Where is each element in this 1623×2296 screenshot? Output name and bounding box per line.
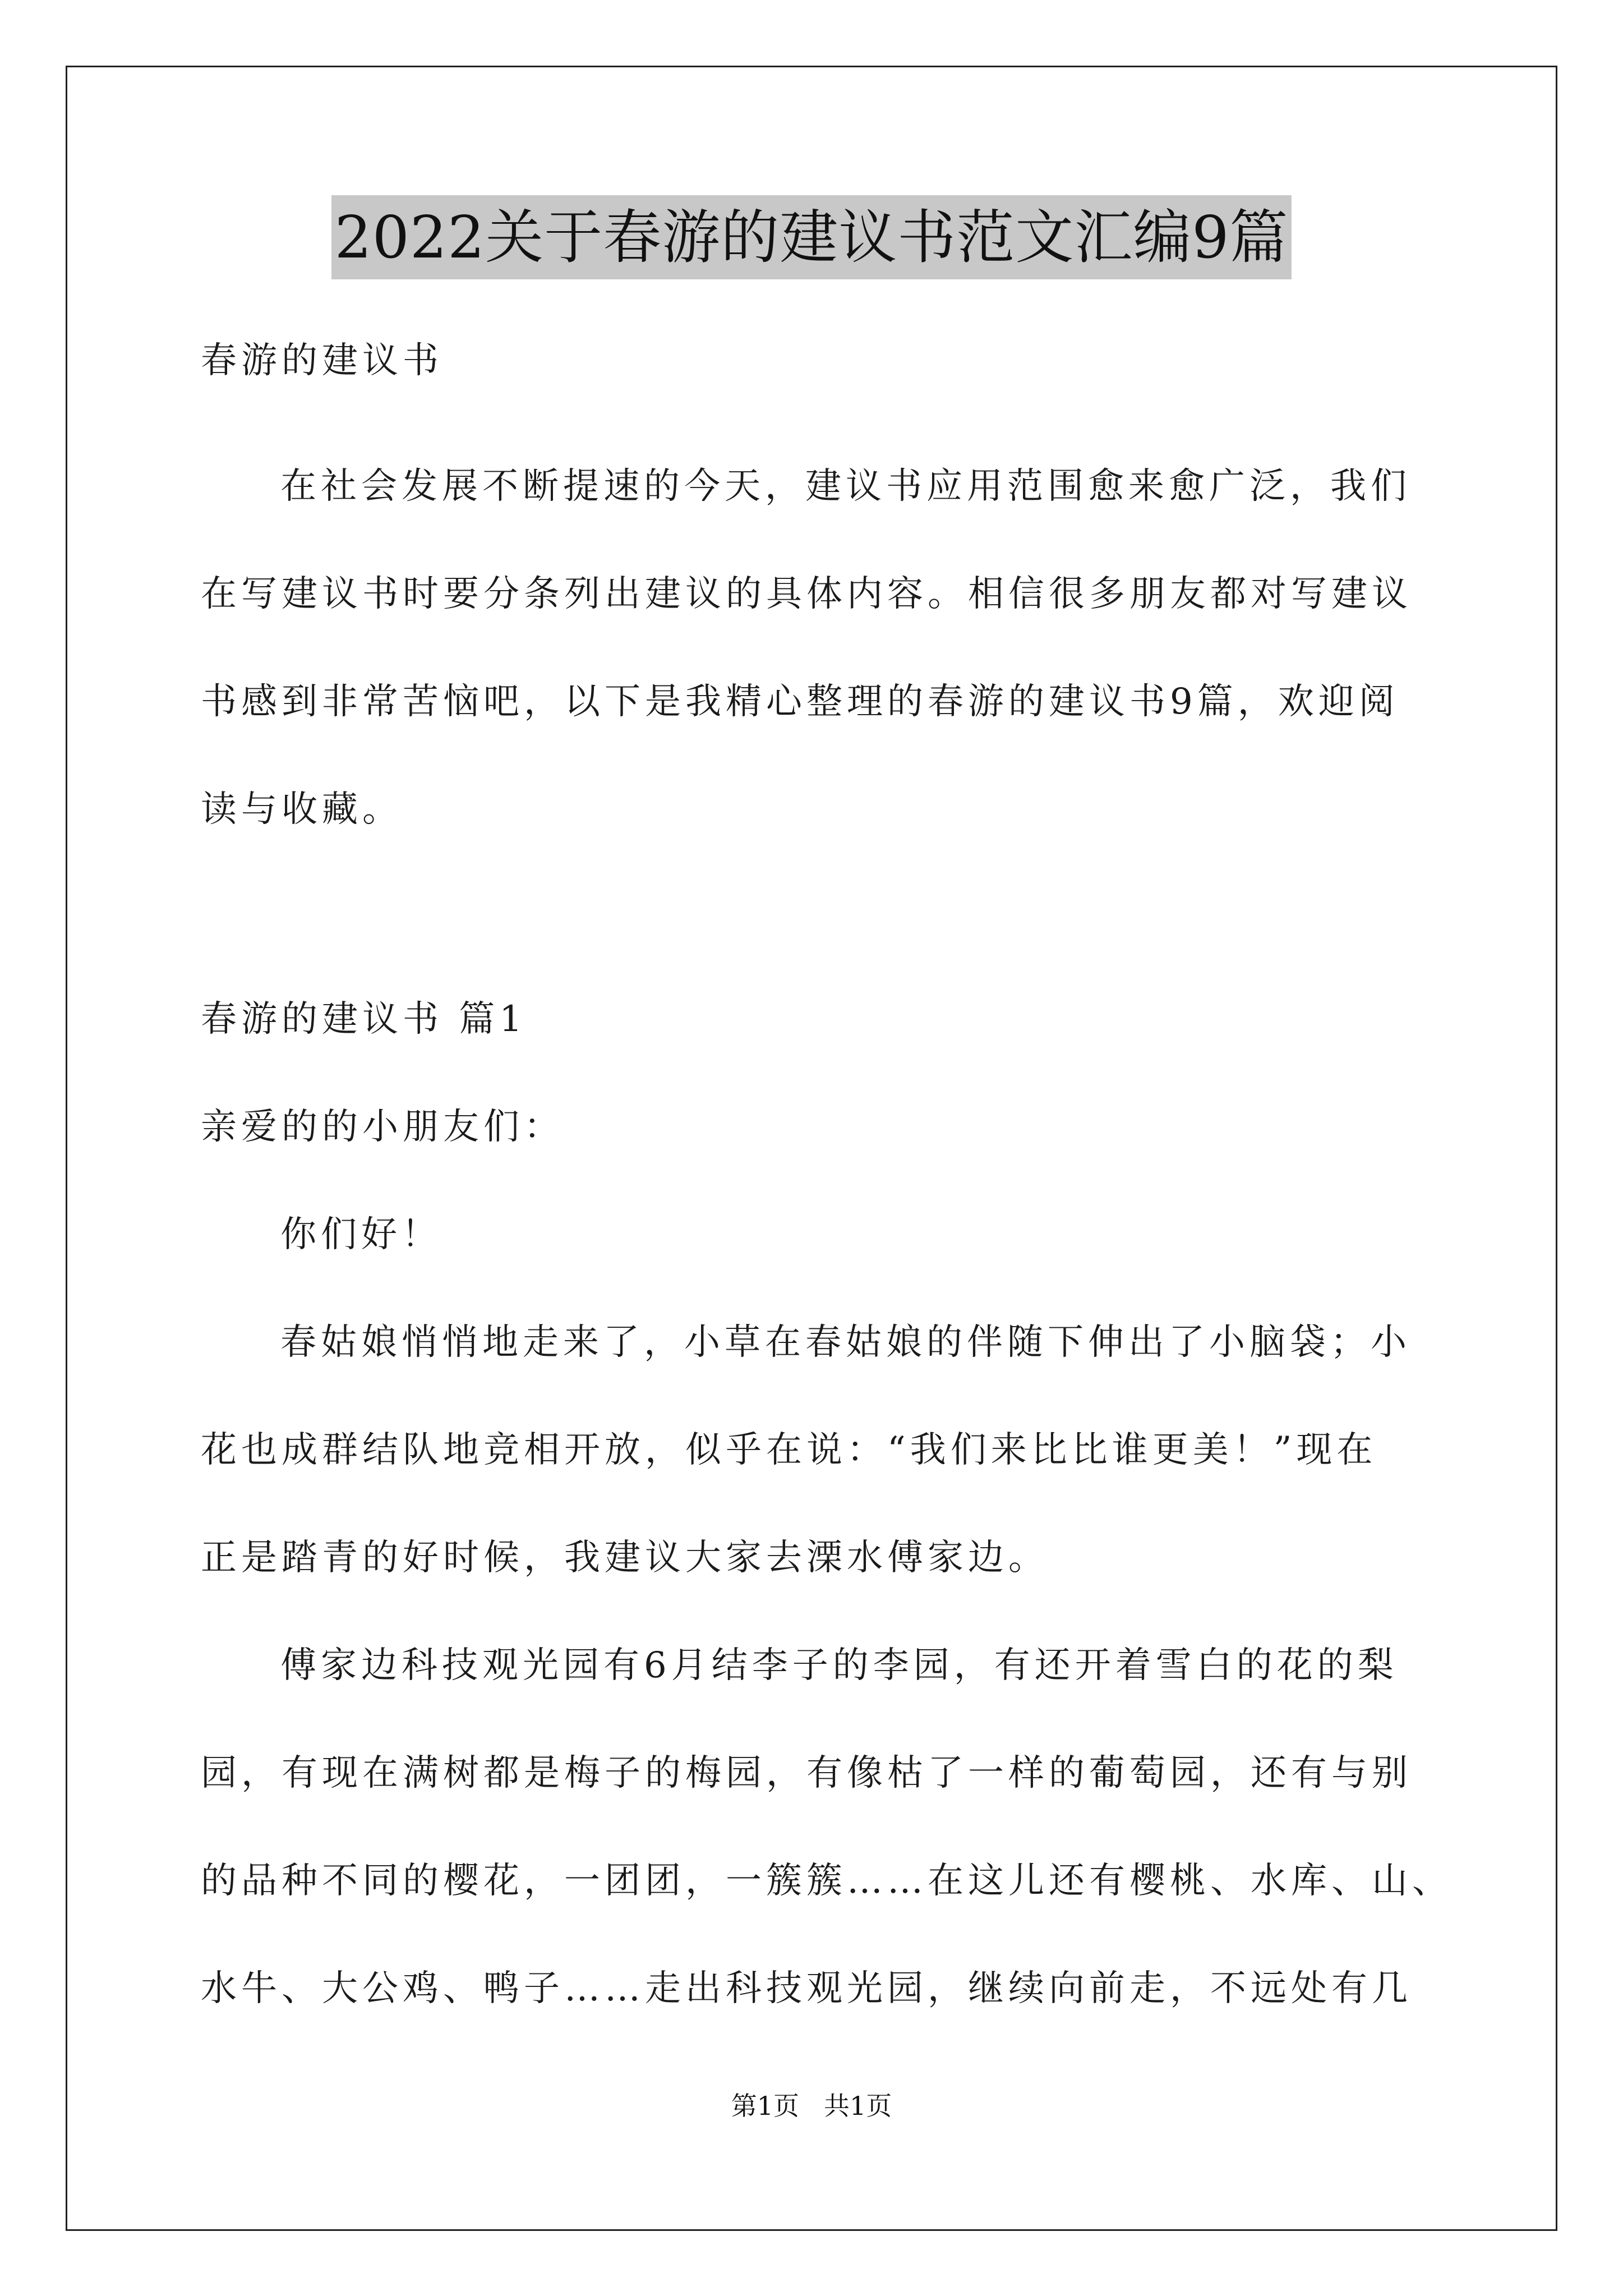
paragraph-line: 读与收藏。 bbox=[201, 789, 403, 830]
section-heading: 春游的建议书 bbox=[201, 340, 443, 381]
paragraph-line: 正是踏青的好时候，我建议大家去溧水傅家边。 bbox=[201, 1537, 1049, 1579]
paragraph-line: 水牛、大公鸡、鸭子……走出科技观光园，继续向前走，不远处有几 bbox=[201, 1968, 1412, 2009]
document-title bbox=[0, 195, 1623, 279]
paragraph-line: 书感到非常苦恼吧，以下是我精心整理的春游的建议书9篇，欢迎阅 bbox=[201, 681, 1399, 723]
paragraph-line: 傅家边科技观光园有6月结李子的李园，有还开着雪白的花的梨 bbox=[280, 1645, 1398, 1686]
paragraph-line: 的品种不同的樱花，一团团，一簇簇……在这儿还有樱桃、水库、山、 bbox=[201, 1860, 1453, 1902]
paragraph-line: 在写建议书时要分条列出建议的具体内容。相信很多朋友都对写建议 bbox=[201, 573, 1412, 615]
greeting: 你们好！ bbox=[280, 1214, 442, 1255]
paragraph-line: 花也成群结队地竞相开放，似乎在说：“我们来比比谁更美！”现在 bbox=[201, 1429, 1377, 1471]
section-heading: 春游的建议书 篇1 bbox=[201, 999, 527, 1040]
paragraph-line: 在社会发展不断提速的今天，建议书应用范围愈来愈广泛，我们 bbox=[280, 466, 1411, 507]
document-title-text: 2022关于春游的建议书范文汇编9篇 bbox=[331, 195, 1292, 279]
paragraph-line: 春姑娘悄悄地走来了，小草在春姑娘的伴随下伸出了小脑袋；小 bbox=[280, 1322, 1411, 1363]
paragraph-line: 园，有现在满树都是梅子的梅园，有像枯了一样的葡萄园，还有与别 bbox=[201, 1752, 1412, 1794]
page-footer bbox=[0, 2089, 1623, 2123]
page-total: 共1页 bbox=[824, 2091, 892, 2121]
page-number: 第1页 bbox=[731, 2091, 799, 2121]
salutation: 亲爱的的小朋友们： bbox=[201, 1106, 564, 1148]
